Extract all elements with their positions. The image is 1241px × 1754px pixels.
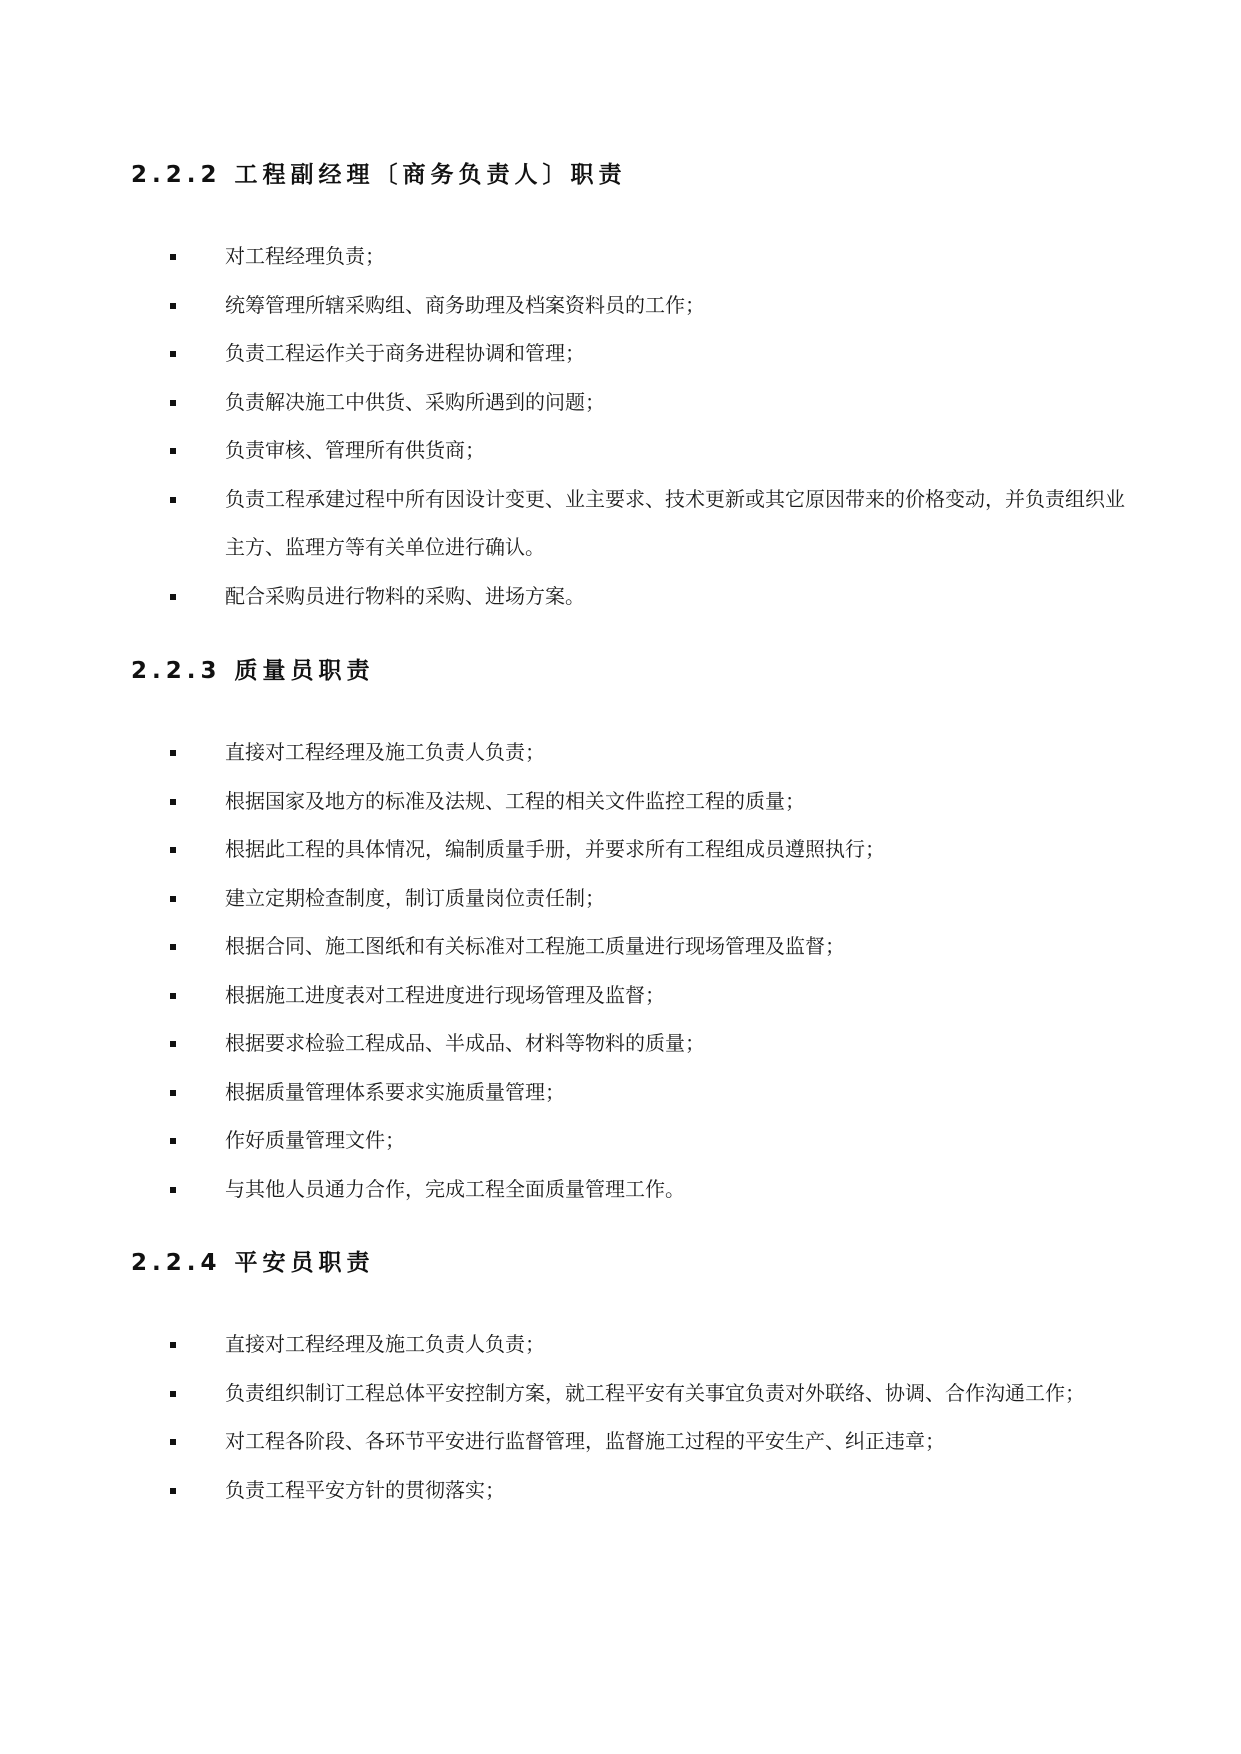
bullet-icon	[170, 1439, 176, 1445]
list-item: 对工程各阶段、各环节平安进行监督管理，监督施工过程的平安生产、纠正违章；	[0, 1417, 1241, 1466]
list-item: 作好质量管理文件；	[0, 1116, 1241, 1165]
bullet-icon	[170, 750, 176, 756]
list-item: 直接对工程经理及施工负责人负责；	[0, 728, 1241, 777]
list-item: 负责审核、管理所有供货商；	[0, 426, 1241, 475]
list-item: 根据国家及地方的标准及法规、工程的相关文件监控工程的质量；	[0, 777, 1241, 826]
section-heading-2-2-2: 2.2.2 工程副经理〔商务负责人〕职责	[131, 162, 627, 188]
bullet-icon	[170, 1138, 176, 1144]
bullet-icon	[170, 896, 176, 902]
bullet-icon	[170, 448, 176, 454]
bullet-icon	[170, 400, 176, 406]
section-heading-2-2-4: 2.2.4 平安员职责	[131, 1250, 375, 1276]
list-item: 根据此工程的具体情况，编制质量手册，并要求所有工程组成员遵照执行；	[0, 825, 1241, 874]
list-item: 根据要求检验工程成品、半成品、材料等物料的质量；	[0, 1019, 1241, 1068]
bullet-icon	[170, 497, 176, 503]
bullet-icon	[170, 254, 176, 260]
list-item: 与其他人员通力合作，完成工程全面质量管理工作。	[0, 1165, 1241, 1214]
list-item: 根据合同、施工图纸和有关标准对工程施工质量进行现场管理及监督；	[0, 922, 1241, 971]
list-item: 统筹管理所辖采购组、商务助理及档案资料员的工作；	[0, 281, 1241, 330]
bullet-icon	[170, 351, 176, 357]
list-item: 对工程经理负责；	[0, 232, 1241, 281]
bullet-icon	[170, 799, 176, 805]
list-item: 负责工程承建过程中所有因设计变更、业主要求、技术更新或其它原因带来的价格变动，并负责组织业主方、监理方等有关单位进行确认。	[0, 475, 1241, 572]
list-2-2-2	[0, 232, 1241, 620]
list-item: 根据施工进度表对工程进度进行现场管理及监督；	[0, 971, 1241, 1020]
bullet-icon	[170, 1090, 176, 1096]
list-item: 建立定期检查制度，制订质量岗位责任制；	[0, 874, 1241, 923]
list-item: 负责解决施工中供货、采购所遇到的问题；	[0, 378, 1241, 427]
bullet-icon	[170, 1391, 176, 1397]
list-2-2-4	[0, 1320, 1241, 1514]
list-item: 负责组织制订工程总体平安控制方案，就工程平安有关事宜负责对外联络、协调、合作沟通工作；	[0, 1369, 1241, 1418]
bullet-icon	[170, 1342, 176, 1348]
bullet-icon	[170, 1488, 176, 1494]
section-heading-2-2-3: 2.2.3 质量员职责	[131, 658, 375, 684]
bullet-icon	[170, 1187, 176, 1193]
list-item: 负责工程平安方针的贯彻落实；	[0, 1466, 1241, 1515]
bullet-icon	[170, 944, 176, 950]
list-item: 配合采购员进行物料的采购、进场方案。	[0, 572, 1241, 621]
list-item: 根据质量管理体系要求实施质量管理；	[0, 1068, 1241, 1117]
bullet-icon	[170, 847, 176, 853]
list-2-2-3	[0, 728, 1241, 1213]
list-item: 直接对工程经理及施工负责人负责；	[0, 1320, 1241, 1369]
bullet-icon	[170, 594, 176, 600]
list-item: 负责工程运作关于商务进程协调和管理；	[0, 329, 1241, 378]
bullet-icon	[170, 303, 176, 309]
bullet-icon	[170, 993, 176, 999]
bullet-icon	[170, 1041, 176, 1047]
